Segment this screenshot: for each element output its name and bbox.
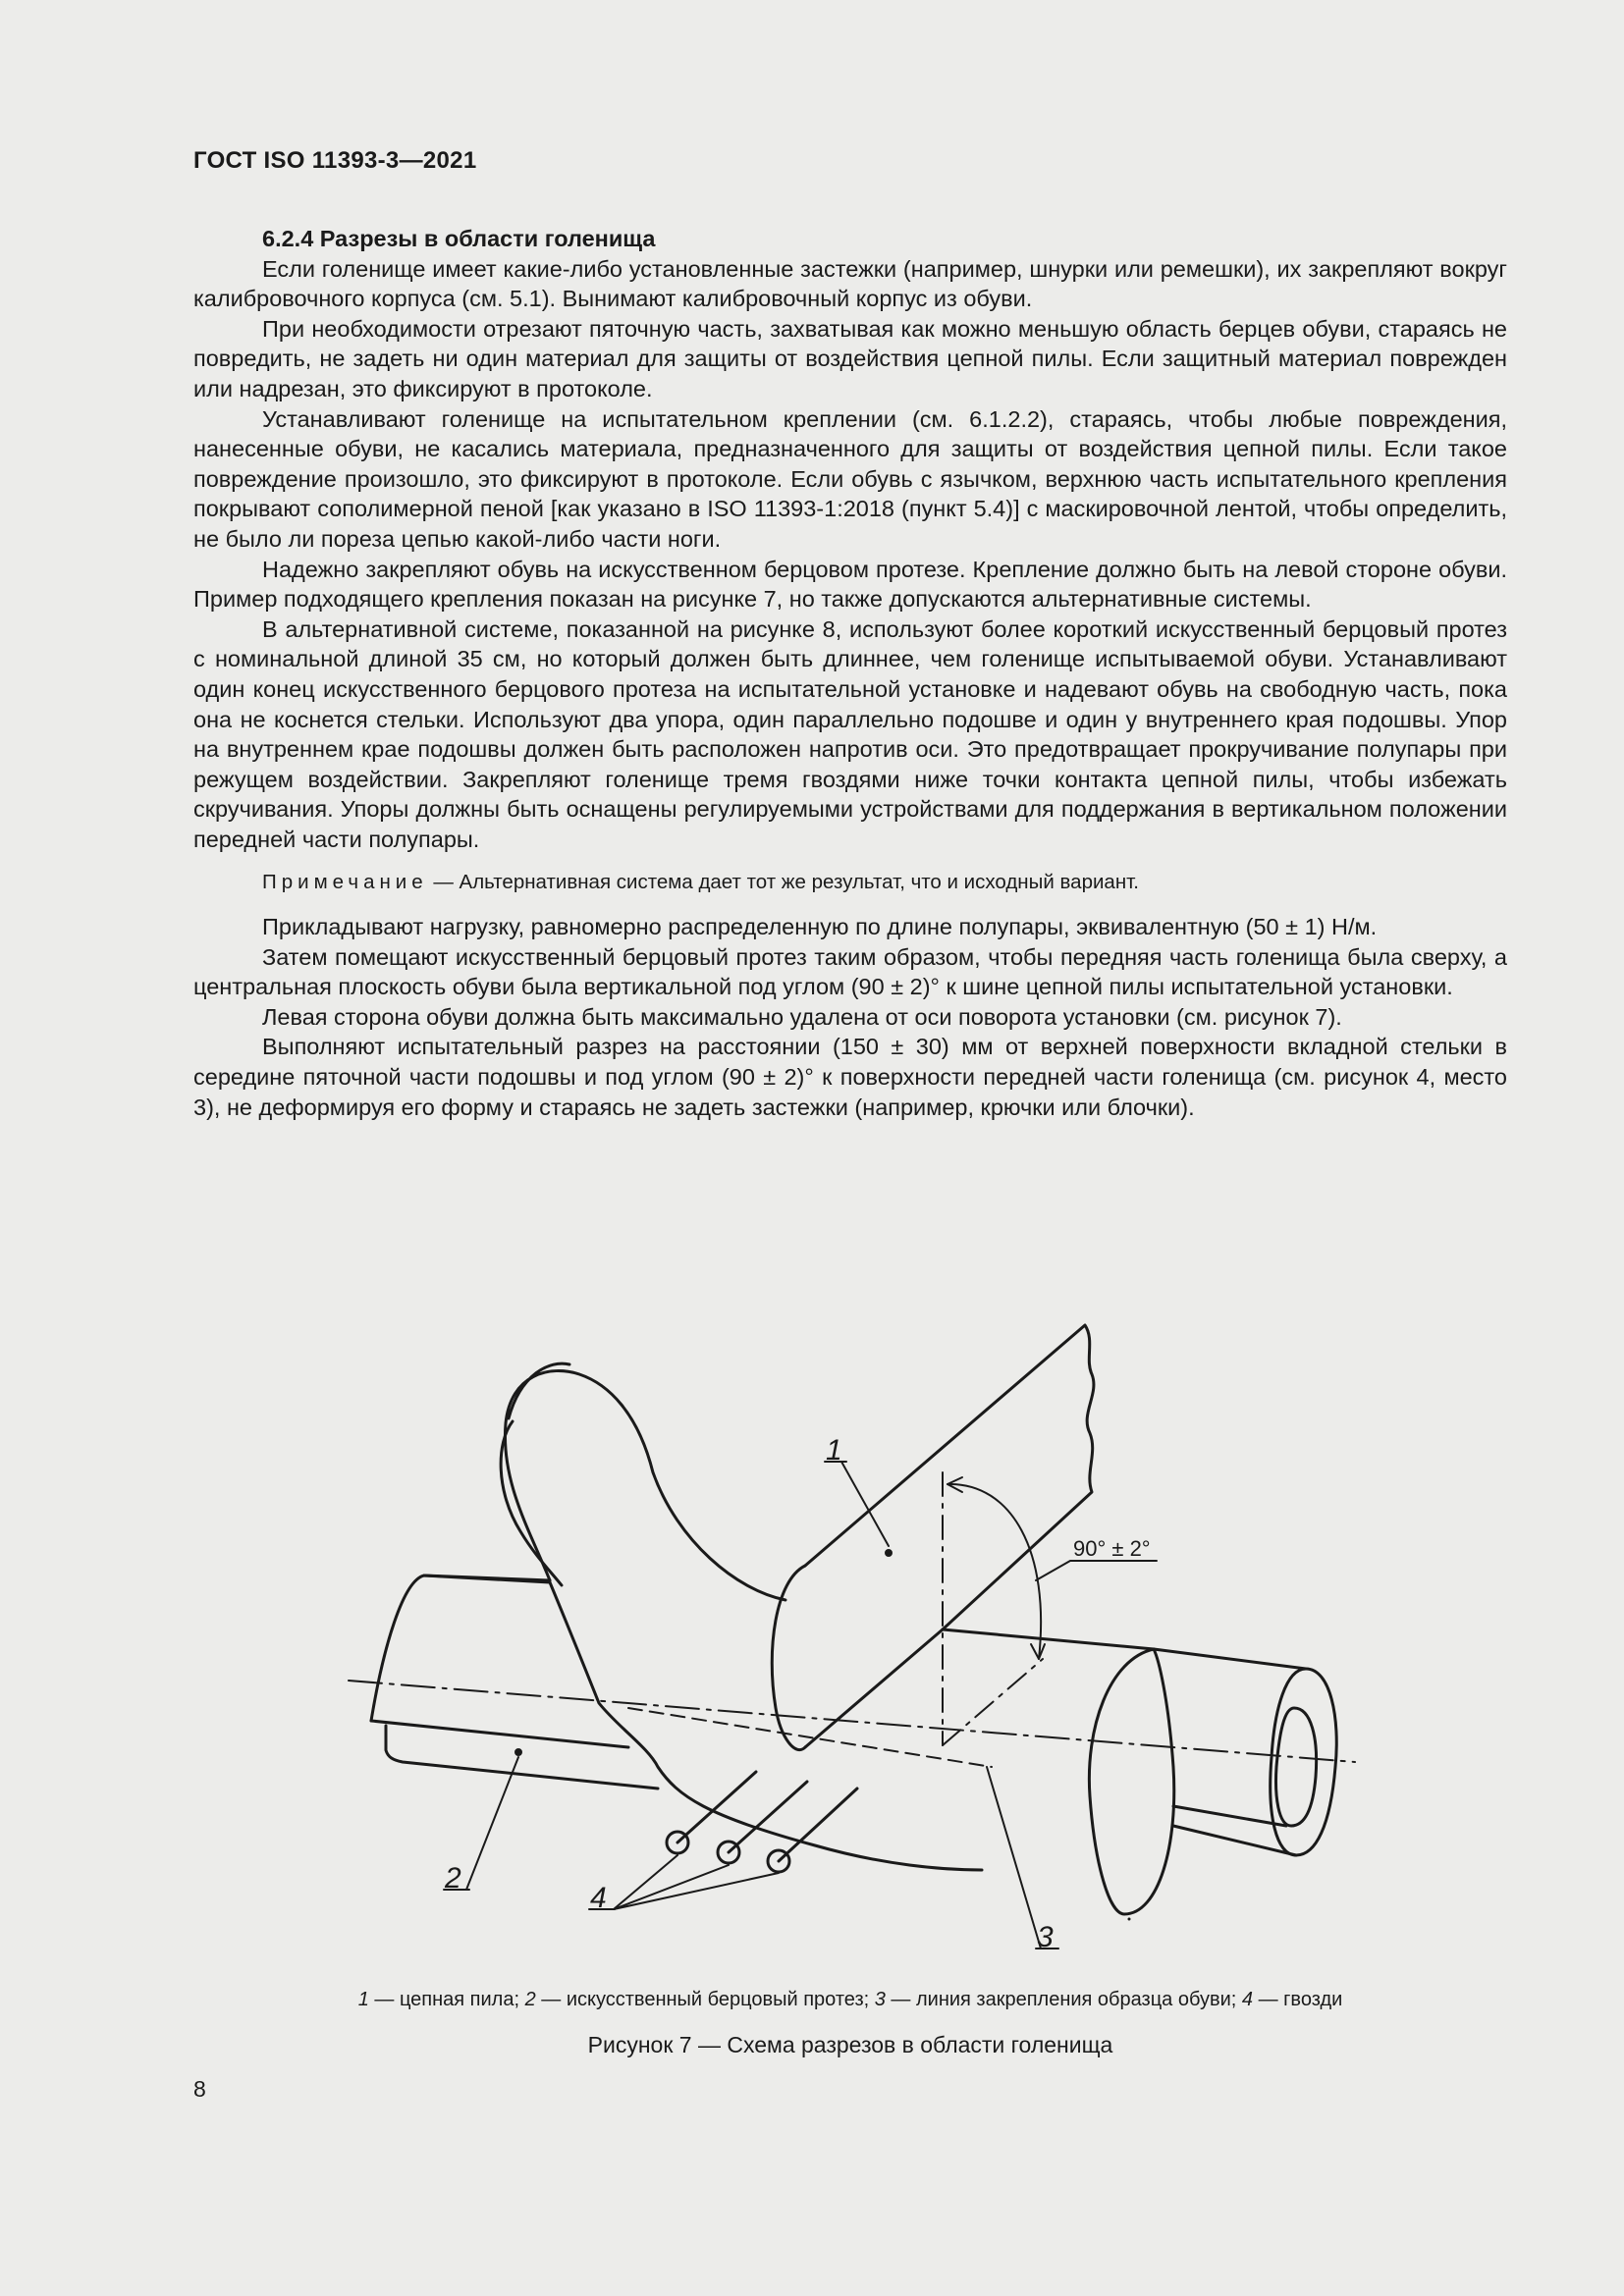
legend-text: — гвозди	[1253, 1989, 1343, 2010]
legend-num: 4	[1241, 1989, 1254, 2010]
section-heading: 6.2.4 Разрезы в области голенища	[262, 226, 656, 251]
angle-arrow-bottom	[1031, 1644, 1045, 1659]
legend-text: — цепная пила;	[368, 1989, 525, 2010]
leader-4a	[614, 1855, 677, 1909]
paragraph: Выполняют испытательный разрез на расстоянии (150 ± 30) мм от верхней поверхности вкладной стельки в середине пяточной части подошвы и под углом (90 ± 2)° к поверхности передней части голенища (см. рисунок 4, место 3), не деформируя его форму и стараясь не задеть застежки (например, крючки или блочки).	[193, 1034, 1507, 1120]
paragraph: Если голенище имеет какие-либо установленные застежки (например, шнурки или ремешки), их закрепляют вокруг калибровочного корпуса (см. 5.1). Вынимают калибровочный корпус из обуви.	[193, 255, 1507, 312]
document-header: ГОСТ ISO 11393-3—2021	[193, 147, 477, 174]
prosthesis-right-inner	[1276, 1708, 1317, 1826]
prosthesis-bottom-right	[1173, 1806, 1286, 1826]
nails	[667, 1772, 857, 1872]
boot-heel-left	[501, 1421, 562, 1585]
body-text	[193, 224, 1507, 1122]
prosthesis-bottom-edge	[371, 1721, 628, 1747]
callout-1: 1	[826, 1434, 842, 1467]
angle-leader	[1036, 1561, 1157, 1580]
note	[193, 868, 1507, 898]
legend-num: 3	[874, 1989, 886, 2010]
paragraph: Прикладывают нагрузку, равномерно распределенную по длине полупары, эквивалентную (50 ± 1) Н/м.	[262, 914, 1378, 940]
page-number: 8	[193, 2076, 206, 2102]
prosthesis-right-end	[1271, 1669, 1337, 1855]
leader-2	[466, 1757, 518, 1890]
leader-1	[841, 1462, 889, 1546]
boot-shaft-front	[550, 1582, 982, 1870]
figure-7	[334, 1315, 1360, 1963]
note-label: Примечание	[262, 871, 428, 894]
angle-label: 90° ± 2°	[1073, 1536, 1151, 1561]
figure-caption: Рисунок 7 — Схема разрезов в области голенища	[587, 2032, 1113, 2057]
paragraph: В альтернативной системе, показанной на рисунке 8, используют более короткий искусственный берцовый протез с номинальной длиной 35 см, но который должен быть длиннее, чем голенище испытываемой обуви. Устанавливают один конец искусственного берцового протеза на испытательной установке и надевают обувь на свободную часть, пока она не коснется стельки. Используют два упора, один параллельно подошве и один у внутреннего края подошвы. Упор на внутреннем крае подошвы должен быть расположен напротив оси. Это предотвращает прокручивание полупары при режущем воздействии. Закрепляют голенище тремя гвоздями ниже точки контакта цепной пилы, чтобы избежать скручивания. Упоры должны быть оснащены регулируемыми устройствами для поддержания в вертикальном положении передней части полупары.	[193, 615, 1507, 852]
note-text: — Альтернативная система дает тот же результат, что и исходный вариант.	[427, 871, 1139, 894]
callout-3: 3	[1037, 1921, 1054, 1953]
legend-num: 1	[357, 1989, 369, 2010]
chainsaw-cut-diagram	[334, 1315, 1360, 1963]
callout-2: 2	[445, 1862, 461, 1895]
axis-centerline	[349, 1681, 1355, 1762]
chainsaw-bar-lower-edge	[805, 1629, 943, 1747]
paragraph: Устанавливают голенище на испытательном креплении (см. 6.1.2.2), стараясь, чтобы любые повреждения, нанесенные обуви, не касались материала, предназначенного для защиты от воздействия цепной пилы. Если такое повреждение произошло, это фиксируют в протоколе. Если обувь с язычком, верхнюю часть испытательного крепления покрывают сополимерной пеной [как указано в ISO 11393-1:2018 (пункт 5.4)] с маскировочной лентой, чтобы определить, не было ли пореза цепью какой-либо части ноги.	[193, 405, 1507, 552]
legend-num: 2	[524, 1989, 536, 2010]
legend-text: — искусственный берцовый протез;	[535, 1989, 875, 2010]
prosthesis-top-right	[943, 1629, 1306, 1669]
chainsaw-bar	[805, 1325, 1094, 1629]
boot-outline	[505, 1363, 785, 1600]
figure-legend	[193, 1989, 1507, 2011]
prosthesis-right-ellipse-large	[1089, 1649, 1173, 1914]
boot-cuff	[772, 1566, 805, 1750]
paragraph: Надежно закрепляют обувь на искусственном берцовом протезе. Крепление должно быть на левой стороне обуви. Пример подходящего крепления показан на рисунке 7, но также допускаются альтернативные системы.	[193, 556, 1507, 613]
leader-3	[987, 1767, 1041, 1949]
paragraph: Затем помещают искусственный берцовый протез таким образом, чтобы передняя часть голенища была сверху, а центральная плоскость обуви была вертикальной под углом (90 ± 2)° к шине цепной пилы испытательной установки.	[193, 943, 1507, 1000]
paragraph: При необходимости отрезают пяточную часть, захватывая как можно меньшую область берцев обуви, стараясь не повредить, не задеть ни один материал для защиты от воздействия цепной пилы. Если защитный материал поврежден или надрезан, это фиксируют в протоколе.	[193, 315, 1507, 401]
legend-text: — линия закрепления образца обуви;	[885, 1989, 1242, 2010]
clamping-line	[628, 1708, 992, 1767]
callout-4: 4	[590, 1882, 607, 1914]
prosthesis-left-end	[371, 1575, 550, 1721]
paragraph: Левая сторона обуви должна быть максимально удалена от оси поворота установки (см. рисунок 7).	[262, 1003, 1342, 1030]
